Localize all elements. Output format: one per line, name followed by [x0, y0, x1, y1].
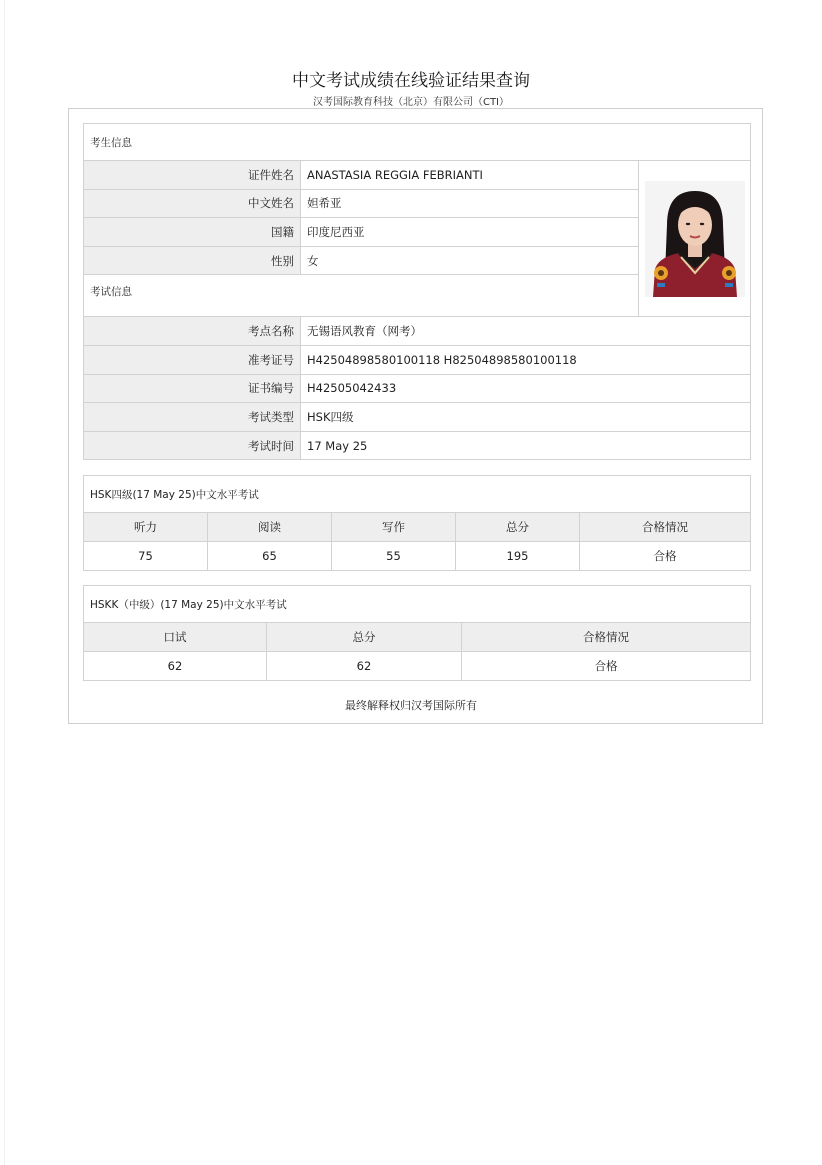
- hskk-header-result: 合格情况: [462, 623, 751, 652]
- value-chinese-name: 妲希亚: [301, 189, 639, 218]
- section-title-candidate: 考生信息: [84, 124, 751, 161]
- value-venue: 无锡语风教育（网考）: [301, 317, 751, 346]
- hskk-caption-row: [84, 586, 751, 623]
- hsk-value-result: 合格: [580, 542, 751, 571]
- value-certificate-number: H42505042433: [301, 374, 751, 403]
- hsk-header-result: 合格情况: [580, 513, 751, 542]
- label-exam-type: 考试类型: [84, 403, 301, 432]
- hskk-header-row: [84, 623, 751, 652]
- hsk-caption: HSK四级(17 May 25)中文水平考试: [84, 476, 751, 513]
- hsk-score-table: [83, 475, 751, 571]
- label-certificate-number: 证书编号: [84, 374, 301, 403]
- info-row-exam-type: [84, 403, 751, 432]
- value-exam-type: HSK四级: [301, 403, 751, 432]
- label-passport-name: 证件姓名: [84, 161, 301, 190]
- hskk-header-oral: 口试: [84, 623, 267, 652]
- hsk-value-listening: 75: [84, 542, 208, 571]
- hsk-value-reading: 65: [208, 542, 332, 571]
- page-edge-line: [4, 0, 5, 1165]
- section-row-candidate: [84, 124, 751, 161]
- hsk-header-reading: 阅读: [208, 513, 332, 542]
- hsk-value-writing: 55: [332, 542, 456, 571]
- info-row-name: [84, 161, 751, 190]
- hskk-value-oral: 62: [84, 652, 267, 681]
- photo-cell: [639, 161, 751, 317]
- hskk-value-row: [84, 652, 751, 681]
- page-subtitle: 汉考国际教育科技（北京）有限公司（CTI）: [312, 97, 510, 108]
- info-row-exam-date: [84, 431, 751, 460]
- value-passport-name: ANASTASIA REGGIA FEBRIANTI: [301, 161, 639, 190]
- info-row-admission: [84, 345, 751, 374]
- value-exam-date: 17 May 25: [301, 431, 751, 460]
- label-gender: 性别: [84, 246, 301, 275]
- page-title: 中文考试成绩在线验证结果查询: [292, 71, 530, 91]
- label-nationality: 国籍: [84, 218, 301, 247]
- hsk-header-writing: 写作: [332, 513, 456, 542]
- hsk-header-row: [84, 513, 751, 542]
- candidate-photo-icon: [645, 181, 745, 297]
- hsk-value-row: [84, 542, 751, 571]
- label-admission-number: 准考证号: [84, 345, 301, 374]
- hskk-score-table: [83, 585, 751, 681]
- hsk-header-total: 总分: [456, 513, 580, 542]
- hsk-header-listening: 听力: [84, 513, 208, 542]
- candidate-info-table: [83, 123, 751, 460]
- label-exam-date: 考试时间: [84, 431, 301, 460]
- hskk-header-total: 总分: [267, 623, 462, 652]
- label-chinese-name: 中文姓名: [84, 189, 301, 218]
- label-venue: 考点名称: [84, 317, 301, 346]
- hskk-caption: HSKK（中级）(17 May 25)中文水平考试: [84, 586, 751, 623]
- hsk-value-total: 195: [456, 542, 580, 571]
- value-gender: 女: [301, 246, 639, 275]
- info-row-venue: [84, 317, 751, 346]
- hskk-value-result: 合格: [462, 652, 751, 681]
- hskk-value-total: 62: [267, 652, 462, 681]
- footer-note: 最终解释权归汉考国际所有: [345, 699, 477, 712]
- hsk-caption-row: [84, 476, 751, 513]
- value-nationality: 印度尼西亚: [301, 218, 639, 247]
- section-title-exam: 考试信息: [84, 275, 639, 317]
- info-row-certificate: [84, 374, 751, 403]
- value-admission-number: H42504898580100118 H82504898580100118: [301, 345, 751, 374]
